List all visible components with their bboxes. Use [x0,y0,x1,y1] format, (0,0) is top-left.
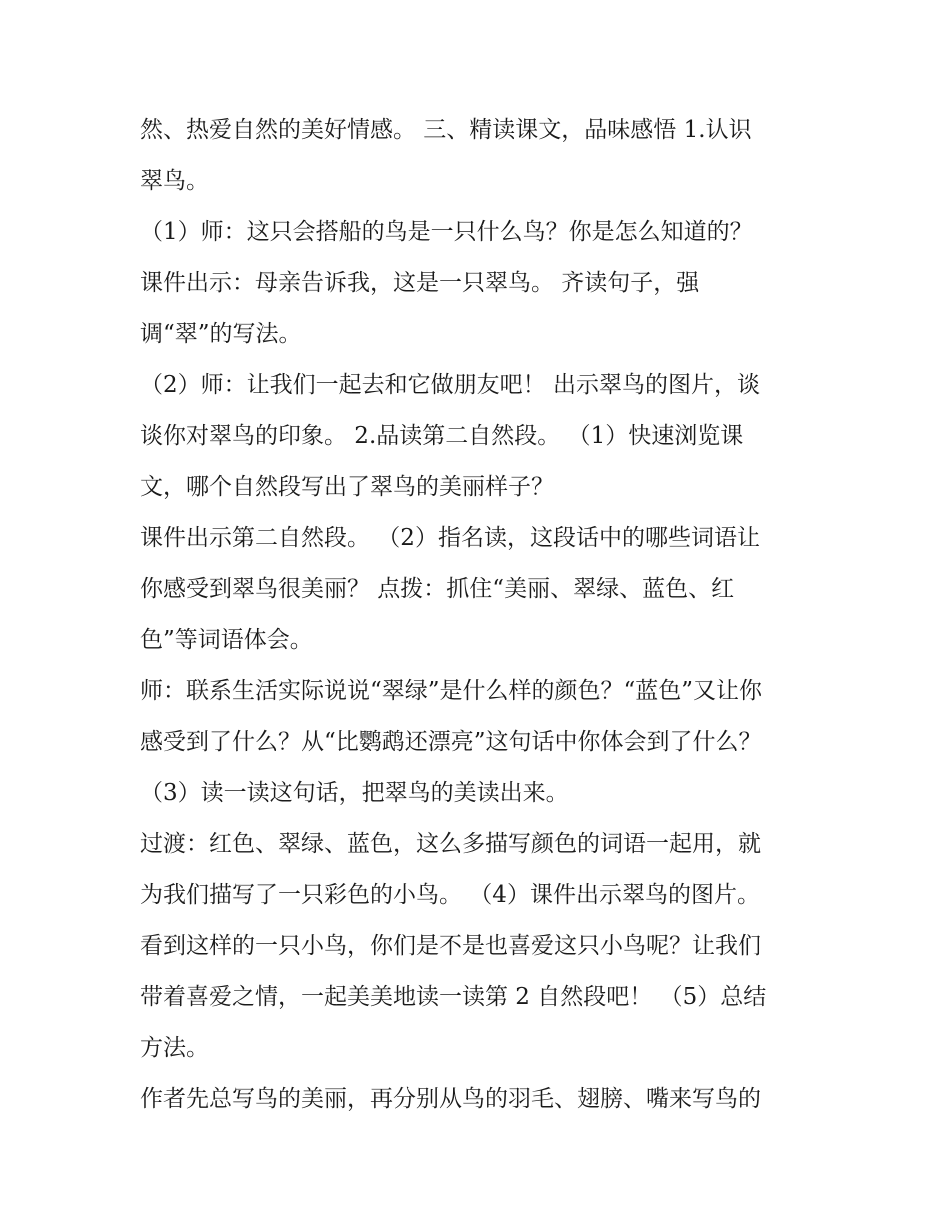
text-line: 谈你对翠鸟的印象。 2.品读第二自然段。 （1）快速浏览课 [140,423,744,449]
text-line: 作者先总写鸟的美丽，再分别从鸟的羽毛、翅膀、嘴来写鸟的 [140,1086,761,1112]
text-line: 调“翠”的写法。 [140,321,302,347]
text-line: 课件出示第二自然段。 （2）指名读，这段话中的哪些词语让 [140,525,760,551]
text-line: 看到这样的一只小鸟，你们是不是也喜爱这只小鸟呢？让我们 [140,933,761,959]
text-line: 文，哪个自然段写出了翠鸟的美丽样子？ [140,474,554,500]
text-line: （1）师：这只会搭船的鸟是一只什么鸟？你是怎么知道的？ [140,219,753,245]
text-line: 感受到了什么？从“比鹦鹉还漂亮”这句话中你体会到了什么？ [140,729,762,755]
text-line: 过渡：红色、翠绿、蓝色，这么多描写颜色的词语一起用，就 [140,831,761,857]
text-line: 翠鸟。 [140,168,209,194]
text-line: （3）读一读这句话，把翠鸟的美读出来。 [140,780,569,806]
text-line: 然、热爱自然的美好情感。 三、精读课文，品味感悟 1.认识 [140,117,752,143]
text-line: 带着喜爱之情，一起美美地读一读第 2 自然段吧！ （5）总结 [140,984,767,1010]
lesson-plan-text [140,105,820,1125]
text-line: 你感受到翠鸟很美丽？ 点拨：抓住“美丽、翠绿、蓝色、红 [140,576,735,602]
text-line: 色”等词语体会。 [140,627,313,653]
text-line: （2）师：让我们一起去和它做朋友吧！ 出示翠鸟的图片，谈 [140,372,760,398]
text-line: 课件出示：母亲告诉我，这是一只翠鸟。 齐读句子，强 [140,270,700,296]
text-line: 师：联系生活实际说说“翠绿”是什么样的颜色？“蓝色”又让你 [140,678,763,704]
text-line: 为我们描写了一只彩色的小鸟。 （4）课件出示翠鸟的图片。 [140,882,760,908]
text-line: 方法。 [140,1035,209,1061]
